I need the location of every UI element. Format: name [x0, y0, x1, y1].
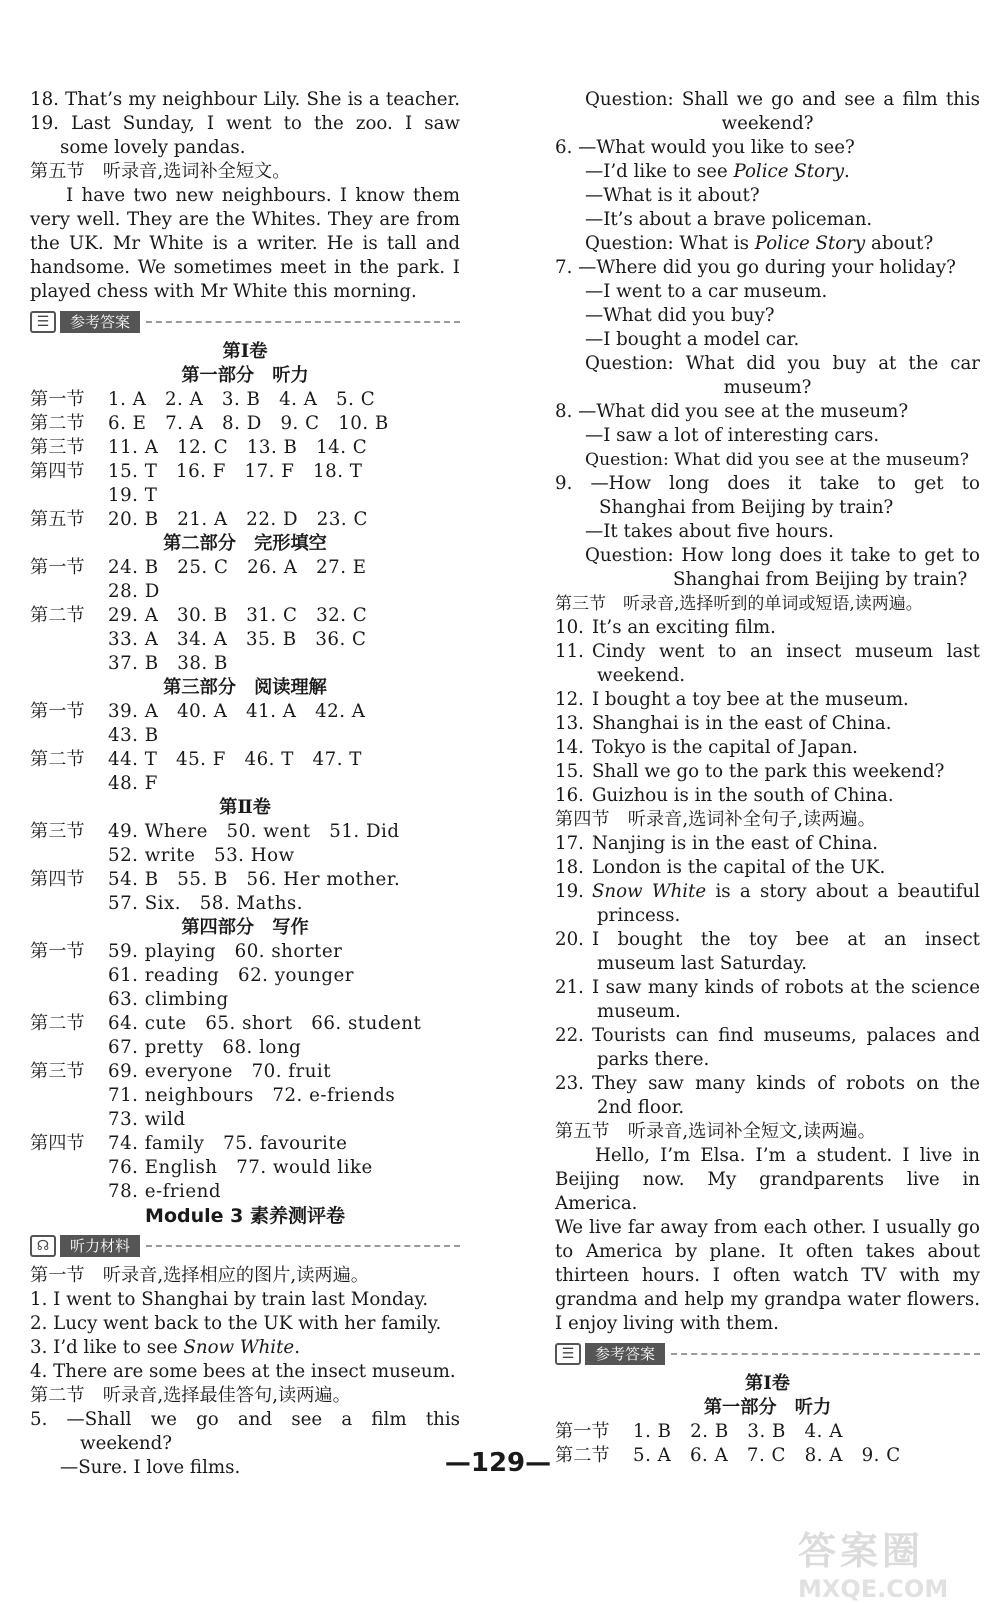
dialogue-line: —I saw a lot of interesting cars.	[585, 425, 880, 446]
answer-values: 19. T	[108, 485, 158, 506]
answer-section-label: 第三节	[30, 437, 85, 458]
answer-section-label: 第二节	[30, 749, 85, 770]
answer-section-label: 第三节	[30, 1061, 85, 1082]
answer-row	[30, 604, 460, 628]
dialogue-8: 8. —What did you see at the museum?	[555, 401, 909, 422]
part-title: 第一部分 听力	[703, 1397, 832, 1418]
section-title: 第五节 听录音,选词补全短文,读两遍。	[555, 1121, 876, 1142]
answer-values: 52. write 53. How	[108, 845, 295, 866]
divider	[146, 1245, 460, 1247]
answer-values: 57. Six. 58. Maths.	[108, 893, 304, 914]
listening-section-header	[30, 1234, 460, 1258]
passage-line: I enjoy living with them.	[555, 1313, 779, 1334]
answer-section-label: 第四节	[30, 461, 85, 482]
answer-section-label: 第三节	[30, 821, 85, 842]
answer-section-label: 第四节	[30, 1133, 85, 1154]
item-text: I bought a toy bee at the museum.	[591, 689, 909, 710]
passage-line: Hello, I’m Elsa. I’m a student. I live in	[595, 1145, 980, 1166]
dialogue-line: —I went to a car museum.	[585, 281, 828, 302]
answer-row	[30, 484, 460, 508]
numbered-item	[555, 736, 980, 760]
listening-tag: 听力材料	[60, 1235, 140, 1257]
answer-row	[30, 388, 460, 412]
item-text: I saw many kinds of robots at the science	[591, 977, 980, 998]
answer-row	[30, 412, 460, 436]
answer-section-label	[30, 772, 108, 796]
passage-line: played chess with Mr White this morning.	[30, 281, 417, 302]
item-number: 13.	[555, 713, 584, 734]
numbered-item	[555, 1024, 980, 1048]
answer-row	[30, 1012, 460, 1036]
answer-row	[30, 820, 460, 844]
numbered-item	[555, 832, 980, 856]
volume-title: 第Ⅰ卷	[222, 341, 268, 362]
question-line: Question: What did you see at the museum?	[585, 450, 969, 470]
answer-values: 33. A 34. A 35. B 36. C	[108, 629, 367, 650]
item-number: 17.	[555, 833, 584, 854]
answer-values: 67. pretty 68. long	[108, 1037, 302, 1058]
dialogue-line: —I’d like to see Police Story.	[585, 161, 850, 182]
item-number: 15.	[555, 761, 584, 782]
section-title: 第四节 听录音,选词补全句子,读两遍。	[555, 809, 876, 830]
answer-row	[30, 748, 460, 772]
m3-item-5-answer: —Sure. I love films.	[60, 1457, 241, 1478]
answer-section-label	[30, 844, 108, 868]
passage-line: We live far away from each other. I usually go	[555, 1217, 980, 1238]
divider	[671, 1353, 980, 1355]
passage-line: thirteen hours. I often watch TV with my	[555, 1265, 980, 1286]
answer-row	[30, 844, 460, 868]
answer-section-label: 第一节	[30, 389, 85, 410]
answer-values: 69. everyone 70. fruit	[108, 1061, 332, 1082]
module-title: Module 3 素养测评卷	[145, 1205, 345, 1227]
dialogue-line: —It takes about five hours.	[585, 521, 834, 542]
dialogue-9: 9. —How long does it take to get to	[555, 473, 980, 494]
numbered-item-cont: 2nd floor.	[597, 1097, 685, 1118]
numbered-item	[555, 1072, 980, 1096]
answer-section-header	[30, 310, 460, 334]
numbered-item	[555, 928, 980, 952]
item-number: 22.	[555, 1025, 584, 1046]
dialogue-line: —What did you buy?	[585, 305, 775, 326]
answer-section-label	[30, 580, 108, 604]
numbered-item-cont: parks there.	[597, 1049, 710, 1070]
question-line: Question: What did you buy at the car	[585, 353, 980, 374]
answer-values: 28. D	[108, 581, 160, 602]
answer-row	[30, 724, 460, 748]
numbered-item	[555, 784, 980, 808]
question-line-cont: museum?	[723, 377, 812, 398]
answer-values: 1. A 2. A 3. B 4. A 5. C	[108, 389, 376, 410]
answer-section-label: 第二节	[30, 413, 85, 434]
answer-row	[30, 1180, 460, 1204]
dialogue-line: Shanghai from Beijing by train?	[599, 497, 894, 518]
answer-row	[30, 1084, 460, 1108]
answer-section-label	[30, 1156, 108, 1180]
passage-line: the UK. Mr White is a writer. He is tall and	[30, 233, 460, 254]
divider	[146, 321, 460, 323]
item-text: Cindy went to an insect museum last	[591, 641, 980, 662]
section-title: 第二节 听录音,选择最佳答句,读两遍。	[30, 1385, 351, 1406]
passage-line: to America by plane. It often takes about	[555, 1241, 980, 1262]
m3-item-3: 3. I’d like to see Snow White.	[30, 1337, 300, 1358]
answer-section-label: 第五节	[30, 509, 85, 530]
part-title: 第三部分 阅读理解	[163, 677, 327, 698]
volume-title: 第Ⅱ卷	[219, 797, 271, 818]
section-title: 第五节 听录音,选词补全短文。	[30, 161, 291, 182]
item-text: London is the capital of the UK.	[591, 857, 886, 878]
answer-section-label	[30, 1180, 108, 1204]
answer-section-label	[30, 652, 108, 676]
answer-values: 76. English 77. would like	[108, 1157, 373, 1178]
answer-tag: 参考答案	[585, 1343, 665, 1365]
item-number: 20.	[555, 929, 584, 950]
answer-row	[30, 652, 460, 676]
numbered-item	[555, 616, 980, 640]
m3-item-5-cont: weekend?	[80, 1433, 172, 1454]
answer-values: 74. family 75. favourite	[108, 1133, 348, 1154]
numbered-item	[555, 688, 980, 712]
item-number: 21.	[555, 977, 584, 998]
answer-row	[30, 988, 460, 1012]
dialogue-line: —What is it about?	[585, 185, 760, 206]
left-column	[30, 88, 460, 1480]
passage-line: very well. They are the Whites. They are from	[30, 209, 460, 230]
answer-section-label	[30, 1108, 108, 1132]
answer-values: 29. A 30. B 31. C 32. C	[108, 605, 368, 626]
answer-values: 11. A 12. C 13. B 14. C	[108, 437, 368, 458]
answer-values: 59. playing 60. shorter	[108, 941, 343, 962]
question-line: Question: How long does it take to get to	[585, 545, 980, 566]
watermark-logo	[798, 1520, 978, 1603]
numbered-item	[555, 856, 980, 880]
answer-row	[30, 868, 460, 892]
answer-section-label: 第一节	[30, 701, 85, 722]
right-column	[555, 88, 980, 1468]
numbered-item-cont: weekend.	[597, 665, 686, 686]
item-text: I bought the toy bee at an insect	[591, 929, 980, 950]
dialogue-7: 7. —Where did you go during your holiday?	[555, 257, 956, 278]
section-title: 第一节 听录音,选择相应的图片,读两遍。	[30, 1265, 369, 1286]
passage-line: Beijing now. My grandparents live in America.	[555, 1169, 980, 1214]
answer-values: 48. F	[108, 773, 158, 794]
answer-values: 44. T 45. F 46. T 47. T	[108, 749, 362, 770]
numbered-item	[555, 712, 980, 736]
volume-title: 第Ⅰ卷	[745, 1373, 790, 1394]
passage-line: grandma and help my grandpa water flowers.	[555, 1289, 980, 1310]
answer-values: 6. E 7. A 8. D 9. C 10. B	[108, 413, 389, 434]
answer-row	[30, 580, 460, 604]
answer-values: 61. reading 62. younger	[108, 965, 354, 986]
answer-section-label	[30, 892, 108, 916]
numbered-item-cont: princess.	[597, 905, 681, 926]
answer-section-label	[30, 628, 108, 652]
watermark-text: 答案圈	[798, 1529, 925, 1573]
page-number: —129—	[444, 1448, 552, 1478]
answer-row	[30, 1036, 460, 1060]
answer-values: 5. A 6. A 7. C 8. A 9. C	[633, 1445, 901, 1466]
item-19-cont: some lovely pandas.	[60, 137, 246, 158]
answer-section-label	[30, 1036, 108, 1060]
question-5-cont: weekend?	[721, 113, 814, 134]
answer-row	[30, 628, 460, 652]
m3-item-5: 5. —Shall we go and see a film this	[30, 1409, 460, 1430]
passage-line: handsome. We sometimes meet in the park. I	[30, 257, 460, 278]
item-text: Nanjing is in the east of China.	[591, 833, 879, 854]
item-number: 18.	[555, 857, 584, 878]
dialogue-line: —I bought a model car.	[585, 329, 800, 350]
numbered-item	[555, 760, 980, 784]
answer-section-label	[30, 1084, 108, 1108]
item-text: Shanghai is in the east of China.	[591, 713, 892, 734]
numbered-item	[555, 880, 980, 904]
dialogue-6: 6. —What would you like to see?	[555, 137, 855, 158]
numbered-item-cont: museum.	[597, 1001, 681, 1022]
answer-values: 24. B 25. C 26. A 27. E	[108, 557, 367, 578]
headphones-icon: ☊	[30, 1235, 56, 1257]
numbered-item	[555, 640, 980, 664]
answer-row	[30, 1108, 460, 1132]
answer-row	[30, 1132, 460, 1156]
item-text: Shall we go to the park this weekend?	[591, 761, 945, 782]
item-18: 18. That’s my neighbour Lily. She is a teacher.	[30, 89, 460, 110]
item-number: 16.	[555, 785, 584, 806]
passage-line: I have two new neighbours. I know them	[66, 185, 460, 206]
answer-row	[30, 1156, 460, 1180]
answer-row	[30, 940, 460, 964]
item-number: 10.	[555, 617, 584, 638]
answer-section-label	[30, 964, 108, 988]
answer-row	[30, 436, 460, 460]
answer-section-label: 第二节	[30, 1013, 85, 1034]
answer-section-header	[555, 1342, 980, 1366]
answer-values: 78. e-friend	[108, 1181, 221, 1202]
m3-item-4: 4. There are some bees at the insect museum.	[30, 1361, 456, 1382]
question-line: Question: What is Police Story about?	[585, 233, 934, 254]
answer-values: 37. B 38. B	[108, 653, 228, 674]
item-number: 19.	[555, 881, 584, 902]
item-text: It’s an exciting film.	[591, 617, 776, 638]
watermark-url: MXQE.COM	[798, 1575, 949, 1603]
answer-row	[30, 772, 460, 796]
answer-section-label: 第二节	[30, 605, 85, 626]
answer-row	[30, 556, 460, 580]
answer-section-label	[30, 484, 108, 508]
part-title: 第四部分 写作	[181, 917, 309, 938]
section-title: 第三节 听录音,选择听到的单词或短语,读两遍。	[555, 594, 923, 614]
answer-section-label: 第一节	[555, 1421, 610, 1442]
answer-icon: ☰	[555, 1343, 581, 1365]
answer-tag: 参考答案	[60, 311, 140, 333]
answer-section-label: 第一节	[30, 557, 85, 578]
answer-values: 20. B 21. A 22. D 23. C	[108, 509, 368, 530]
numbered-item	[555, 976, 980, 1000]
answer-section-label: 第四节	[30, 869, 85, 890]
answer-section-label: 第二节	[555, 1445, 610, 1466]
answer-row	[30, 508, 460, 532]
answer-values: 63. climbing	[108, 989, 229, 1010]
answer-section-label	[30, 724, 108, 748]
m3-item-1: 1. I went to Shanghai by train last Monday.	[30, 1289, 429, 1310]
item-text: Guizhou is in the south of China.	[591, 785, 894, 806]
numbered-item-cont: museum last Saturday.	[597, 953, 808, 974]
item-number: 11.	[555, 641, 584, 662]
answer-icon: ☰	[30, 311, 56, 333]
answer-values: 1. B 2. B 3. B 4. A	[633, 1421, 843, 1442]
answer-section-label: 第一节	[30, 941, 85, 962]
answer-row	[30, 1060, 460, 1084]
item-number: 14.	[555, 737, 584, 758]
item-text: They saw many kinds of robots on the	[591, 1073, 980, 1094]
part-title: 第二部分 完形填空	[163, 533, 327, 554]
answer-values: 15. T 16. F 17. F 18. T	[108, 461, 363, 482]
m3-item-2: 2. Lucy went back to the UK with her family.	[30, 1313, 442, 1334]
answer-values: 54. B 55. B 56. Her mother.	[108, 869, 401, 890]
item-number: 12.	[555, 689, 584, 710]
item-number: 23.	[555, 1073, 584, 1094]
dialogue-line: —It’s about a brave policeman.	[585, 209, 873, 230]
item-text: Snow White is a story about a beautiful	[591, 881, 980, 902]
answer-row	[30, 892, 460, 916]
item-text: Tokyo is the capital of Japan.	[591, 737, 858, 758]
answer-values: 49. Where 50. went 51. Did	[108, 821, 400, 842]
answer-values: 64. cute 65. short 66. student	[108, 1013, 422, 1034]
item-text: Tourists can find museums, palaces and	[591, 1025, 980, 1046]
answer-row	[30, 964, 460, 988]
question-line-cont: Shanghai from Beijing by train?	[673, 569, 968, 590]
answer-values: 43. B	[108, 725, 159, 746]
answer-row	[30, 460, 460, 484]
answer-row	[30, 700, 460, 724]
answer-section-label	[30, 988, 108, 1012]
answer-values: 39. A 40. A 41. A 42. A	[108, 701, 366, 722]
answer-values: 71. neighbours 72. e-friends	[108, 1085, 396, 1106]
part-title: 第一部分 听力	[181, 365, 309, 386]
question-5: Question: Shall we go and see a film this	[585, 89, 980, 110]
item-19: 19. Last Sunday, I went to the zoo. I saw	[30, 113, 460, 134]
answer-row	[555, 1420, 980, 1444]
answer-values: 73. wild	[108, 1109, 186, 1130]
